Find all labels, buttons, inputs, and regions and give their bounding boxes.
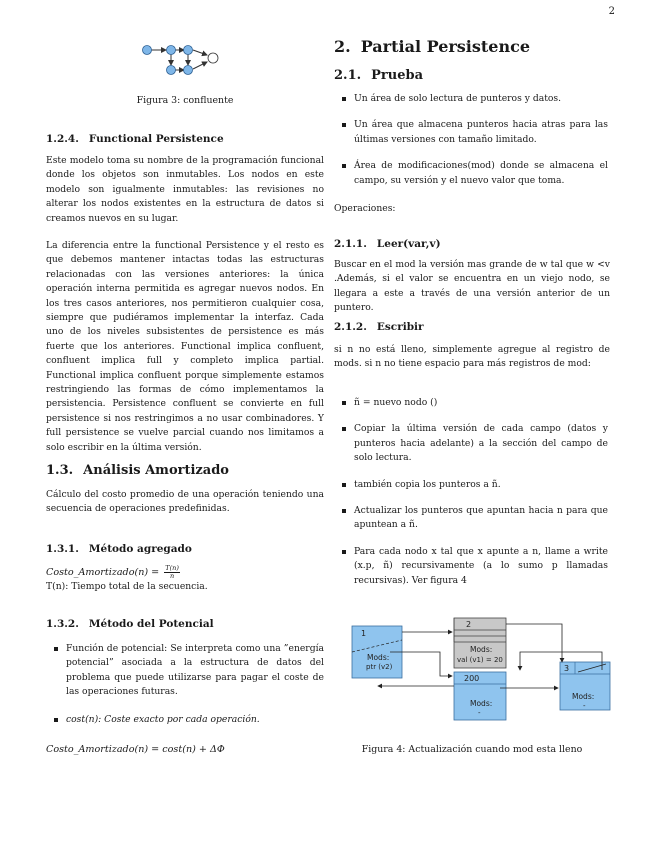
list-item: Copiar la última versión de cada campo (datos y punteros hacia adelante) a la sección del campo de solo lectura. bbox=[334, 422, 608, 465]
list-item: Área de modificaciones(mod) donde se almacena el campo, su versión y el nuevo valor que toma. bbox=[334, 159, 608, 188]
graph-node bbox=[184, 66, 193, 75]
list-item: cost(n): Coste exacto por cada operación. bbox=[46, 713, 324, 727]
section-1-3-2-heading: 1.3.2. Método del Potencial bbox=[46, 618, 214, 630]
figure-3-caption: Figura 3: confluente bbox=[136, 95, 234, 106]
node-3-value: - bbox=[583, 702, 586, 710]
node-3-number: 3 bbox=[564, 664, 570, 673]
node-2-number: 2 bbox=[466, 620, 472, 629]
node-3-mods: Mods: bbox=[572, 692, 595, 701]
page-number: 2 bbox=[608, 6, 615, 17]
figure-4-caption: Figura 4: Actualización cuando mod esta lleno bbox=[361, 744, 583, 755]
section-2-heading: 2. Partial Persistence bbox=[334, 37, 531, 56]
section-1-2-4-heading: 1.2.4. Functional Persistence bbox=[46, 133, 224, 145]
section-1-3-1-heading: 1.3.1. Método agregado bbox=[46, 543, 192, 555]
figure-3-graph bbox=[142, 38, 232, 84]
write-steps-list bbox=[334, 396, 608, 588]
node-200-number: 200 bbox=[464, 674, 480, 683]
operations-label: Operaciones: bbox=[334, 203, 396, 214]
node-1-value: ptr (v2) bbox=[366, 663, 393, 671]
structure-list bbox=[334, 92, 608, 188]
section-2-1-2-heading: 2.1.2. Escribir bbox=[334, 321, 424, 333]
node-200-value: - bbox=[478, 709, 481, 717]
node-1-mods: Mods: bbox=[367, 653, 390, 662]
write-operation-paragraph: si n no está lleno, simplemente agregue al registro de mods. si n no tiene espacio para más registros de mod: bbox=[334, 344, 610, 370]
list-item: Función de potencial: Se interpreta como una ”energía potencial” asociada a la estructura de datos del problema que puede utilizarse para pagar el coste de las operaciones futuras. bbox=[46, 642, 324, 700]
total-time-definition: T(n): Tiempo total de la secuencia. bbox=[46, 581, 208, 592]
graph-node bbox=[167, 66, 176, 75]
node-2-mods: Mods: bbox=[470, 645, 493, 654]
functional-persistence-paragraph-1: Este modelo toma su nombre de la programación funcional donde los objetos son inmutables. Los nodos en este modelo son igualmente inmutables: las revisiones no alterar los nodos existentes en la estructura de datos si creamos nuevos en su lugar. bbox=[46, 155, 324, 224]
list-item: Actualizar los punteros que apuntan hacia n para que apuntean a ñ. bbox=[334, 504, 608, 533]
equation-potential: Costo_Amortizado(n) = cost(n) + ΔΦ bbox=[46, 744, 225, 755]
read-operation-paragraph: Buscar en el mod la versión mas grande de w tal que w <v .Además, si el valor se encuentra en un viejo nodo, se llegara a este a través de una versión anterior de un puntero. bbox=[334, 259, 610, 314]
list-item: Un área que almacena punteros hacia atras para las últimas versiones con tamaño limitado. bbox=[334, 118, 608, 147]
list-item: Un área de solo lectura de punteros y datos. bbox=[334, 92, 608, 106]
node-2-value: val (v1) = 20 bbox=[457, 656, 503, 664]
section-2-1-heading: 2.1. Prueba bbox=[334, 68, 424, 83]
list-item: Para cada nodo x tal que x apunte a n, llame a write (x.p, ñ) recursivamente (a lo sumo p llamadas recursivas). Ver figura 4 bbox=[334, 545, 608, 588]
list-item: también copia los punteros a ñ. bbox=[334, 478, 608, 492]
equation-aggregate: Costo_Amortizado(n) = $\frac{T(n)}{n}$ bbox=[46, 564, 179, 580]
node-1-number: 1 bbox=[361, 629, 367, 638]
list-item: ñ = nuevo nodo () bbox=[334, 396, 608, 410]
figure-4-diagram bbox=[350, 612, 612, 722]
graph-node bbox=[167, 46, 176, 55]
graph-node bbox=[143, 46, 152, 55]
section-1-3-heading: 1.3. Análisis Amortizado bbox=[46, 463, 229, 478]
functional-persistence-paragraph-2: La diferencia entre la functional Persistence y el resto es que debemos mantener intactas todas las estructuras relacionadas con las versiones anteriores: la única operación interna permitida es agregar nuevos nodos. En los tres casos anteriores, nos permitieron cualquier cosa, siempre que pudiéramos implementar la interfaz. Cada uno de los niveles subsistentes de persistence es más fuerte que los anteriores. Functional implica confluent, confluent implica full y completo implica partial. Functional implica confluent porque simplemente estamos restringiendo las formas de cómo implementamos la persistencia. Persistence confluent se convierte en full persistence si nos restringimos a no usar combinadores. Y full persistence se vuelve parcial cuando nos limitamos a solo escribir en la última versión. bbox=[46, 240, 324, 453]
graph-node bbox=[208, 53, 218, 63]
graph-node bbox=[184, 46, 193, 55]
amortized-analysis-paragraph: Cálculo del costo promedio de una operación teniendo una secuencia de operaciones predefinidas. bbox=[46, 489, 324, 515]
potential-method-list bbox=[46, 642, 324, 727]
section-2-1-1-heading: 2.1.1. Leer(var,v) bbox=[334, 238, 441, 250]
node-200-mods: Mods: bbox=[470, 699, 493, 708]
